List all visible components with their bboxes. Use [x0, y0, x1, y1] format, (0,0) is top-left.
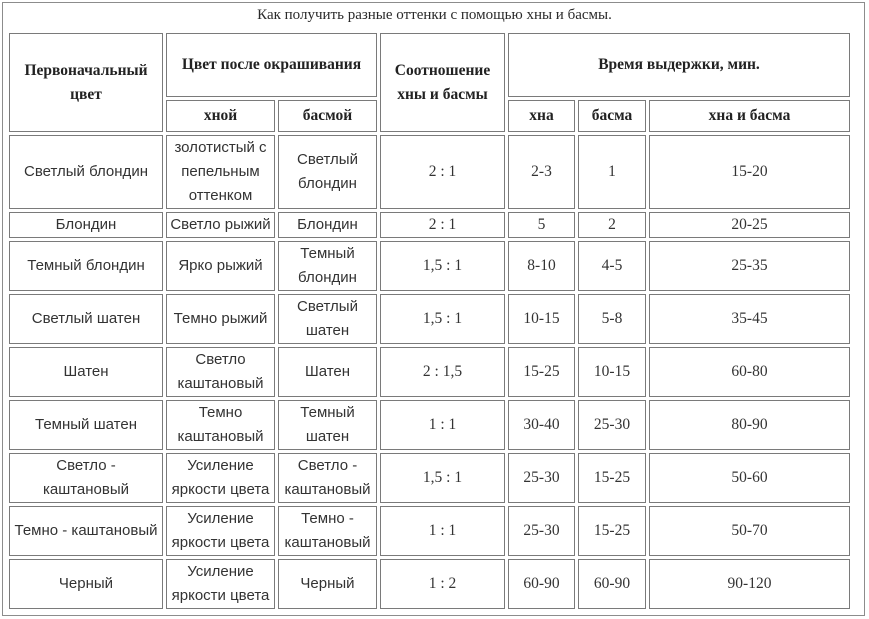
cell-basma-color: Светлый шатен — [278, 294, 377, 344]
cell-time-henna: 2-3 — [508, 135, 575, 209]
cell-basma-color: Темный блондин — [278, 241, 377, 291]
cell-original: Светло - каштановый — [9, 453, 163, 503]
header-color-after-dye: Цвет после окрашивания — [166, 33, 377, 97]
header-henna: хной — [166, 100, 275, 132]
header-exposure-time: Время выдержки, мин. — [508, 33, 850, 97]
cell-henna-color: Темно каштановый — [166, 400, 275, 450]
cell-time-basma: 15-25 — [578, 506, 646, 556]
cell-henna-color: Усиление яркости цвета — [166, 559, 275, 609]
cell-henna-color: Усиление яркости цвета — [166, 506, 275, 556]
cell-ratio: 2 : 1 — [380, 135, 505, 209]
cell-ratio: 2 : 1,5 — [380, 347, 505, 397]
cell-time-henna: 10-15 — [508, 294, 575, 344]
cell-time-both: 20-25 — [649, 212, 850, 238]
table-row — [9, 135, 850, 209]
cell-henna-color: золотистый с пепельным оттенком — [166, 135, 275, 209]
table-row — [9, 559, 850, 609]
cell-time-basma: 15-25 — [578, 453, 646, 503]
cell-basma-color: Светло - каштановый — [278, 453, 377, 503]
cell-time-both: 50-70 — [649, 506, 850, 556]
cell-time-henna: 25-30 — [508, 506, 575, 556]
cell-time-both: 15-20 — [649, 135, 850, 209]
table-row — [9, 294, 850, 344]
table-frame — [2, 2, 865, 616]
cell-basma-color: Темный шатен — [278, 400, 377, 450]
table-row — [9, 506, 850, 556]
table-row — [9, 212, 850, 238]
table-row — [9, 347, 850, 397]
cell-henna-color: Темно рыжий — [166, 294, 275, 344]
cell-henna-color: Ярко рыжий — [166, 241, 275, 291]
cell-ratio: 1,5 : 1 — [380, 453, 505, 503]
cell-basma-color: Темно - каштановый — [278, 506, 377, 556]
cell-original: Темный блондин — [9, 241, 163, 291]
cell-basma-color: Шатен — [278, 347, 377, 397]
cell-ratio: 1,5 : 1 — [380, 294, 505, 344]
table-row — [9, 241, 850, 291]
cell-time-basma: 60-90 — [578, 559, 646, 609]
cell-ratio: 2 : 1 — [380, 212, 505, 238]
table-row — [9, 400, 850, 450]
cell-time-basma: 4-5 — [578, 241, 646, 291]
cell-original: Светлый блондин — [9, 135, 163, 209]
cell-time-henna: 30-40 — [508, 400, 575, 450]
cell-original: Шатен — [9, 347, 163, 397]
dye-table — [6, 30, 853, 612]
cell-original: Темный шатен — [9, 400, 163, 450]
header-original-color: Первоначальный цвет — [9, 33, 163, 132]
cell-basma-color: Блондин — [278, 212, 377, 238]
cell-original: Темно - каштановый — [9, 506, 163, 556]
header-time-basma: басма — [578, 100, 646, 132]
cell-basma-color: Светлый блондин — [278, 135, 377, 209]
cell-time-both: 80-90 — [649, 400, 850, 450]
cell-original: Блондин — [9, 212, 163, 238]
cell-time-basma: 25-30 — [578, 400, 646, 450]
table-row — [9, 453, 850, 503]
header-time-henna: хна — [508, 100, 575, 132]
cell-original: Черный — [9, 559, 163, 609]
cell-time-both: 35-45 — [649, 294, 850, 344]
cell-henna-color: Усиление яркости цвета — [166, 453, 275, 503]
cell-henna-color: Светло рыжий — [166, 212, 275, 238]
cell-time-both: 90-120 — [649, 559, 850, 609]
cell-henna-color: Светло каштановый — [166, 347, 275, 397]
cell-ratio: 1 : 1 — [380, 400, 505, 450]
cell-time-henna: 8-10 — [508, 241, 575, 291]
cell-time-both: 25-35 — [649, 241, 850, 291]
cell-time-henna: 25-30 — [508, 453, 575, 503]
cell-ratio: 1 : 1 — [380, 506, 505, 556]
cell-time-basma: 10-15 — [578, 347, 646, 397]
header-time-both: хна и басма — [649, 100, 850, 132]
header-ratio: Соотношение хны и басмы — [380, 33, 505, 132]
cell-time-both: 50-60 — [649, 453, 850, 503]
table-caption: Как получить разные оттенки с помощью хны и басмы. — [257, 7, 612, 23]
cell-ratio: 1,5 : 1 — [380, 241, 505, 291]
cell-ratio: 1 : 2 — [380, 559, 505, 609]
cell-original: Светлый шатен — [9, 294, 163, 344]
cell-time-basma: 5-8 — [578, 294, 646, 344]
cell-time-henna: 15-25 — [508, 347, 575, 397]
cell-time-basma: 1 — [578, 135, 646, 209]
cell-time-henna: 5 — [508, 212, 575, 238]
cell-basma-color: Черный — [278, 559, 377, 609]
cell-time-both: 60-80 — [649, 347, 850, 397]
header-basma: басмой — [278, 100, 377, 132]
cell-time-henna: 60-90 — [508, 559, 575, 609]
cell-time-basma: 2 — [578, 212, 646, 238]
